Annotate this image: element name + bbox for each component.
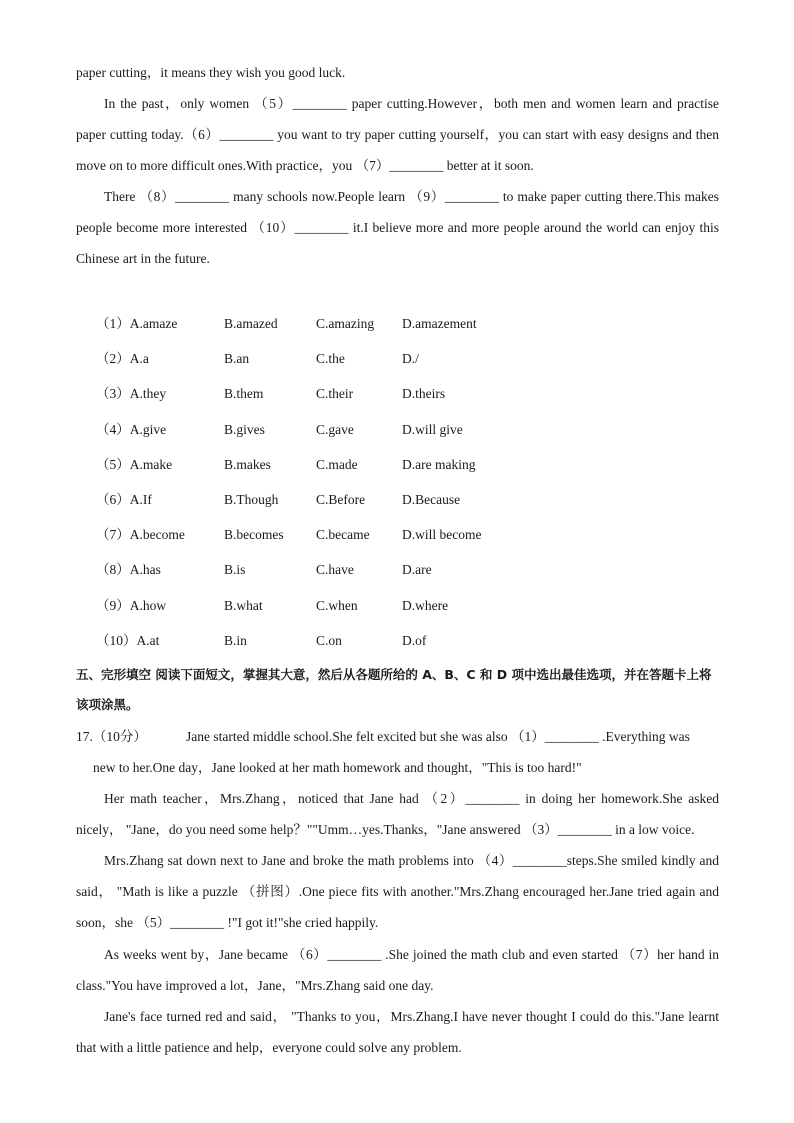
option-a: （9）A.how <box>96 597 167 613</box>
option-a: （3）A.they <box>96 386 167 402</box>
option-d: D.theirs <box>402 386 446 402</box>
option-c: C.have <box>316 562 354 578</box>
option-d: D.Because <box>402 491 461 507</box>
question-17-line-2: new to her.One day，Jane looked at her math homework and thought，"This is too hard!" <box>93 760 582 775</box>
q17-paragraph-4: As weeks went by，Jane became （6）________ .She joined the math club and even started （7）her hand in class."You have improved a lot，Jane，"Mrs.Zhang said one day. <box>76 947 719 993</box>
option-b: B.them <box>224 386 264 402</box>
passage-line-0: paper cutting，it means they wish you good luck. <box>76 65 346 80</box>
option-row <box>96 415 696 450</box>
option-a: （1）A.amaze <box>96 316 178 331</box>
option-c: C.amazing <box>316 316 375 331</box>
option-d: D.are <box>402 562 432 578</box>
option-c: C.their <box>316 386 354 402</box>
option-c: C.the <box>316 351 345 367</box>
option-row <box>96 344 696 379</box>
question-number: 17.（10分） <box>76 729 147 744</box>
option-row <box>96 520 696 555</box>
option-b: B.gives <box>224 421 265 437</box>
option-d: D.amazement <box>402 316 477 331</box>
option-d: D./ <box>402 351 419 367</box>
option-c: C.became <box>316 527 370 543</box>
option-b: B.becomes <box>224 527 284 543</box>
option-c: C.Before <box>316 491 366 507</box>
option-a: （10）A.at <box>96 632 160 648</box>
option-row <box>96 309 696 344</box>
option-d: D.where <box>402 597 449 613</box>
option-d: D.of <box>402 632 427 648</box>
option-row <box>96 450 696 485</box>
option-b: B.in <box>224 632 247 648</box>
option-d: D.will give <box>402 421 463 437</box>
option-b: B.an <box>224 351 250 367</box>
option-b: B.what <box>224 597 263 613</box>
option-row <box>96 379 696 414</box>
option-b: B.is <box>224 562 246 578</box>
option-a: （7）A.become <box>96 527 185 543</box>
q17-paragraph-3: Mrs.Zhang sat down next to Jane and broke the math problems into （4）________steps.She smiled kindly and said， "Math is like a puzzle （拼图）.One piece fits with another."Mrs.Zhang encouraged her.Jane tried again and soon，she （5）________ !"I got it!"she cried happily. <box>76 853 719 930</box>
passage-paragraph-1: In the past，only women （5）________ paper cutting.However，both men and women learn and practise paper cutting today.（6）________ you want to try paper cutting yourself，you can start with easy designs and then move on to more difficult ones.With practice，you （7）________ better at it soon. <box>76 96 719 173</box>
option-c: C.on <box>316 632 342 648</box>
option-a: （5）A.make <box>96 456 173 472</box>
option-a: （2）A.a <box>96 351 149 367</box>
option-row <box>96 591 696 626</box>
option-row <box>96 555 696 590</box>
option-b: B.amazed <box>224 316 278 331</box>
question-17-first-line <box>76 721 719 752</box>
options-list <box>96 309 696 661</box>
option-row <box>96 485 696 520</box>
option-b: B.makes <box>224 456 271 472</box>
q17-paragraph-2: Her math teacher，Mrs.Zhang，noticed that Jane had （2）________ in doing her homework.She asked nicely， "Jane，do you need some help？""Umm…yes.Thanks，"Jane answered （3）________ in a low voice. <box>76 791 719 837</box>
option-c: C.when <box>316 597 358 613</box>
option-row <box>96 626 696 661</box>
option-d: D.are making <box>402 456 476 472</box>
option-a: （8）A.has <box>96 562 161 578</box>
option-a: （6）A.If <box>96 491 152 507</box>
option-b: B.Though <box>224 491 279 507</box>
question-text: Jane started middle school.She felt excited but she was also （1）________ .Everything was <box>186 729 690 744</box>
option-c: C.made <box>316 456 358 472</box>
option-c: C.gave <box>316 421 354 437</box>
option-d: D.will become <box>402 527 482 543</box>
option-a: （4）A.give <box>96 421 167 437</box>
section-heading: 五、完形填空 阅读下面短文，掌握其大意，然后从各题所给的 A、B、C 和 D 项中选出最佳选项，并在答题卡上将该项涂黑。 <box>76 667 712 712</box>
q17-paragraph-5: Jane's face turned red and said， "Thanks to you，Mrs.Zhang.I have never thought I could do this."Jane learnt that with a little patience and help，everyone could solve any problem. <box>76 1009 719 1055</box>
passage-paragraph-2: There （8）________ many schools now.People learn （9）________ to make paper cutting there.This makes people become more interested （10）________ it.I believe more and more people around the world can enjoy this Chinese art in the future. <box>76 189 719 266</box>
